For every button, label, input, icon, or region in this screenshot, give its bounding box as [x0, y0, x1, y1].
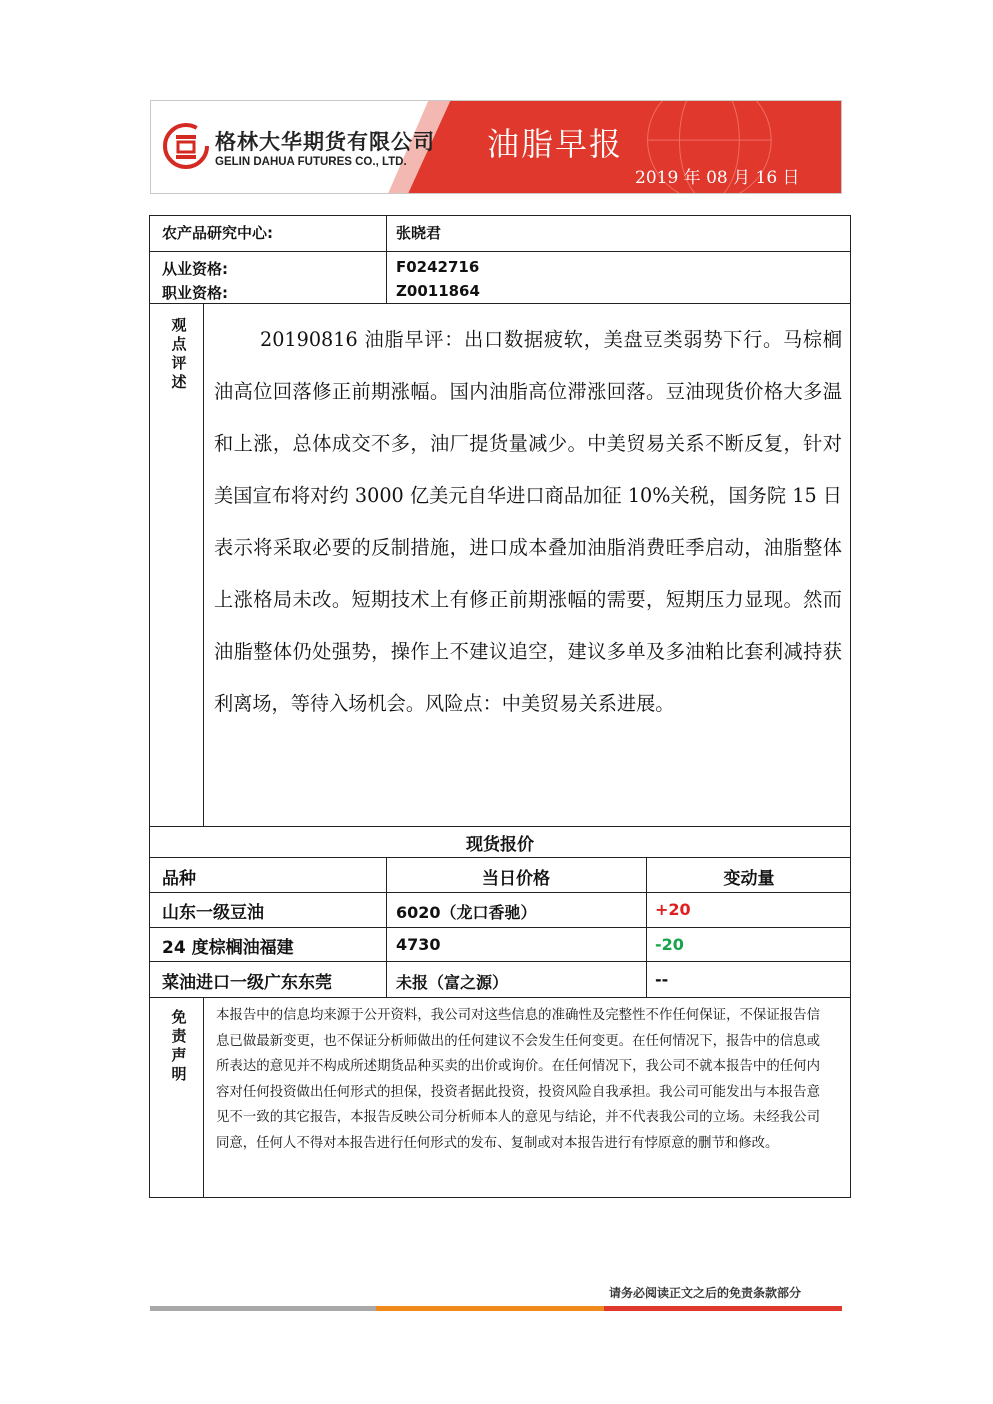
report-title: 油脂早报 — [487, 125, 624, 163]
footer-note: 请务必阅读正文之后的免责条款部分 — [609, 1286, 802, 1300]
table-row-change: -- — [655, 970, 669, 989]
career-qualification-label: 职业资格: — [162, 284, 228, 302]
footer-bar-red — [604, 1306, 842, 1311]
analyst-name: 张晓君 — [396, 224, 442, 242]
footer-bar-gray — [150, 1306, 376, 1311]
company-name-en: GELIN DAHUA FUTURES CO., LTD. — [215, 156, 407, 168]
table-row-product: 菜油进口一级广东东莞 — [162, 973, 332, 993]
table-row-product: 山东一级豆油 — [162, 903, 264, 923]
col-divider — [386, 216, 387, 303]
table-row-change: -20 — [655, 935, 684, 954]
row-divider — [150, 303, 850, 304]
table-row-change: +20 — [655, 900, 691, 919]
row-divider — [150, 251, 850, 252]
disclaimer-text: 本报告中的信息均来源于公开资料，我公司对这些信息的准确性及完整性不作任何保证，不保证报告信息已做最新变更，也不保证分析师做出的任何建议不会发生任何变更。在任何情况下，报告中的信息或所表达的意见并不构成所述期货品种买卖的出价或询价。在任何情况下，我公司不就本报告中的任何内容对任何投资做出任何形式的担保，投资者据此投资，投资风险自我承担。我公司可能发出与本报告意见不一致的其它报告，本报告反映公司分析师本人的意见与结论，并不代表我公司的立场。未经我公司同意，任何人不得对本报告进行任何形式的发布、复制或对本报告进行有悖原意的删节和修改。 — [216, 1008, 820, 1151]
row-divider — [150, 857, 850, 858]
disclaimer-label: 免责声明 — [171, 1008, 187, 1083]
footer-bar-orange — [376, 1306, 604, 1311]
company-name-cn: 格林大华期货有限公司 — [215, 130, 435, 154]
table-row-price: 6020（龙口香驰） — [396, 903, 537, 922]
research-center-label: 农产品研究中心: — [162, 224, 273, 242]
table-row-price: 4730 — [396, 935, 441, 954]
report-table — [149, 215, 851, 1198]
practice-qualification-label: 从业资格: — [162, 260, 228, 278]
table-row-product: 24 度棕榈油福建 — [162, 938, 294, 958]
row-divider — [150, 927, 850, 928]
commentary-text: 20190816 油脂早评：出口数据疲软，美盘豆类弱势下行。马棕榈油高位回落修正前期涨幅。国内油脂高位滞涨回落。豆油现货价格大多温和上涨，总体成交不多，油厂提货量减少。中美贸易关系不断反复，针对美国宣布将对约 3000 亿美元自华进口商品加征 10%关税，国务院 15 日表示将采取必要的反制措施，进口成本叠加油脂消费旺季启动，油脂整体上涨格局未改。短期技术上有修正前期涨幅的需要，短期压力显现。然而油脂整体仍处强势，操作上不建议追空，建议多单及多油粕比套利减持获利离场，等待入场机会。风险点：中美贸易关系进展。 — [214, 328, 842, 715]
col-header-change: 变动量 — [723, 869, 775, 889]
commentary-label: 观点评述 — [171, 316, 187, 391]
col-divider — [203, 997, 204, 1198]
table-row-price: 未报（富之源） — [396, 973, 509, 992]
row-divider — [150, 892, 850, 893]
report-banner — [150, 100, 842, 194]
career-qualification-id: Z0011864 — [396, 282, 480, 300]
practice-qualification-id: F0242716 — [396, 258, 480, 276]
col-header-price: 当日价格 — [482, 869, 550, 889]
row-divider — [150, 961, 850, 962]
col-header-product: 品种 — [162, 869, 196, 889]
row-divider — [150, 826, 850, 827]
company-logo-icon — [163, 123, 209, 169]
col-divider — [203, 303, 204, 826]
spot-price-title: 现货报价 — [466, 835, 534, 855]
report-date: 2019 年 08 月 16 日 — [635, 168, 800, 188]
row-divider — [150, 997, 850, 998]
